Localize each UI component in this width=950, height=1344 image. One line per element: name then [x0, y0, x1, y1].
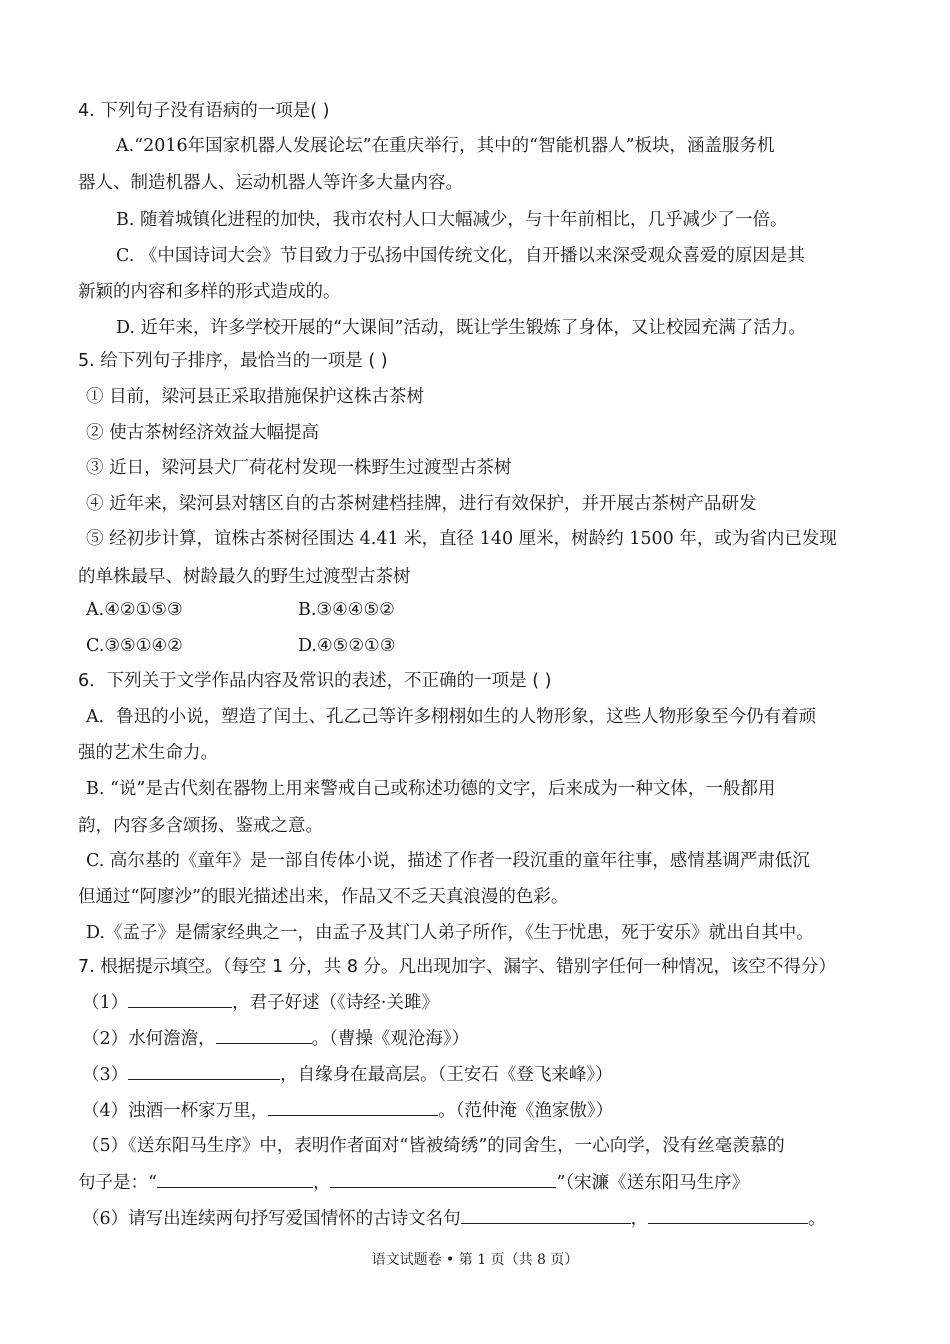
q7-item-6 — [82, 1207, 826, 1230]
answer-blank-1[interactable] — [128, 991, 232, 1008]
answer-blank-4[interactable] — [268, 1099, 438, 1116]
q4-option-a-line1: A.“2016年国家机器人发展论坛”在重庆举行，其中的“智能机器人”板块，涵盖服务机 — [116, 136, 775, 156]
q7-item-5-comma: ， — [312, 1173, 331, 1193]
q7-item-5-line1: （5）《送东阳马生序》中，表明作者面对“皆被绮绣”的同舍生，一心向学，没有丝毫羡慕的 — [82, 1136, 785, 1156]
q6-option-c-line2: 但通过“阿廖沙”的眼光描述出来，作品又不乏天真浪漫的色彩。 — [78, 887, 569, 907]
q7-item-6-comma: ， — [630, 1209, 649, 1229]
q4-option-d: D. 近年来，许多学校开展的“大课间”活动，既让学生锻炼了身体，又让校园充满了活力。 — [116, 318, 806, 338]
q6-option-d: D.《孟子》是儒家经典之一，由孟子及其门人弟子所作，《生于忧患，死于安乐》就出自其中。 — [86, 923, 814, 943]
answer-blank-6b[interactable] — [648, 1207, 808, 1224]
q5-option-c: C.③⑤①④② — [86, 636, 183, 656]
q7-stem: 7. 根据提示填空。（每空 1 分，共 8 分。凡出现加字、漏字、错别字任何一种情况，该空不得分） — [78, 957, 837, 977]
answer-blank-2[interactable] — [216, 1027, 312, 1044]
q7-item-1-source: ，君子好逑（《诗经·关雎》 — [232, 993, 439, 1013]
q7-item-5-line2 — [78, 1171, 749, 1194]
q5-sentence-2: ② 使古茶树经济效益大幅提高 — [86, 423, 320, 443]
q7-item-5-prompt: 句子是：“ — [78, 1173, 157, 1193]
q5-sentence-5-line2: 的单株最早、树龄最久的野生过渡型古茶树 — [78, 567, 411, 587]
q5-sentence-1: ① 目前，梁河县正采取措施保护这株古茶树 — [86, 387, 425, 407]
q4-option-c-line2: 新颖的内容和多样的形式造成的。 — [78, 282, 341, 302]
q4-stem: 4. 下列句子没有语病的一项是( ) — [78, 101, 330, 121]
answer-blank-6a[interactable] — [461, 1207, 631, 1224]
q5-sentence-3: ③ 近日，梁河县犬厂荷花村发现一株野生过渡型古茶树 — [86, 458, 512, 478]
q6-stem: 6．下列关于文学作品内容及常识的表述，不正确的一项是 ( ) — [78, 671, 552, 691]
q7-item-4-prompt: （4）浊酒一杯家万里， — [82, 1101, 269, 1121]
q5-option-b: B.③④④⑤② — [298, 600, 395, 620]
q7-item-3-source: ，自缘身在最高层。（王安石《登飞来峰》） — [280, 1065, 613, 1085]
q5-sentence-5-line1: ⑤ 经初步计算，谊株古茶树径围达 4.41 米，直径 140 厘米，树龄约 1500 年，或为省内已发现 — [86, 529, 837, 549]
q7-item-6-period: 。 — [808, 1209, 826, 1229]
q6-option-c-line1: C. 高尔基的《童年》是一部自传体小说，描述了作者一段沉重的童年往事，感情基调严肃低沉 — [86, 851, 810, 871]
answer-blank-5a[interactable] — [157, 1171, 313, 1188]
q7-item-2 — [82, 1027, 469, 1050]
q5-stem: 5. 给下列句子排序，最恰当的一项是 ( ) — [78, 351, 388, 371]
q7-item-3-label: （3） — [82, 1065, 129, 1085]
q6-option-a-line1: A．鲁迅的小说，塑造了闰土、孔乙己等许多栩栩如生的人物形象，这些人物形象至今仍有着顽 — [86, 707, 817, 727]
q6-option-b-line2: 韵，内容多含颂扬、鉴戒之意。 — [78, 816, 323, 836]
answer-blank-3[interactable] — [128, 1063, 280, 1080]
q4-option-b: B. 随着城镇化进程的加快，我市农村人口大幅减少，与十年前相比，几乎减少了一倍。 — [116, 210, 788, 230]
q5-option-a: A.④②①⑤③ — [86, 600, 183, 620]
q6-option-b-line1: B. “说”是古代刻在器物上用来警戒自己或称述功德的文字，后来成为一种文体，一般都用 — [86, 779, 776, 799]
q7-item-6-prompt: （6）请写出连续两句抒写爱国情怀的古诗文名句 — [82, 1209, 461, 1229]
page-footer: 语文试题卷 • 第 1 页（共 8 页） — [371, 1252, 579, 1268]
q7-item-3 — [82, 1063, 613, 1086]
q4-option-a-line2: 器人、制造机器人、运动机器人等许多大量内容。 — [78, 173, 463, 193]
q7-item-1-label: （1） — [82, 993, 129, 1013]
q7-item-5-source: ”（宋濂《送东阳马生序》 — [556, 1173, 750, 1193]
q4-option-c-line1: C. 《中国诗词大会》节目致力于弘扬中国传统文化，自开播以来深受观众喜爱的原因是其 — [116, 246, 805, 266]
q6-option-a-line2: 强的艺术生命力。 — [78, 743, 218, 763]
q7-item-1 — [82, 991, 439, 1014]
q7-item-4 — [82, 1099, 613, 1122]
answer-blank-5b[interactable] — [330, 1171, 556, 1188]
q7-item-4-source: 。（范仲淹《渔家傲》） — [438, 1101, 614, 1121]
q7-item-2-prompt: （2）水何澹澹， — [82, 1029, 216, 1049]
q5-option-d: D.④⑤②①③ — [298, 636, 396, 656]
q7-item-2-source: 。（曹操《观沧海》） — [311, 1029, 470, 1049]
q5-sentence-4: ④ 近年来，梁河县对辖区自的古茶树建档挂牌，进行有效保护，并开展古茶树产品研发 — [86, 494, 757, 514]
